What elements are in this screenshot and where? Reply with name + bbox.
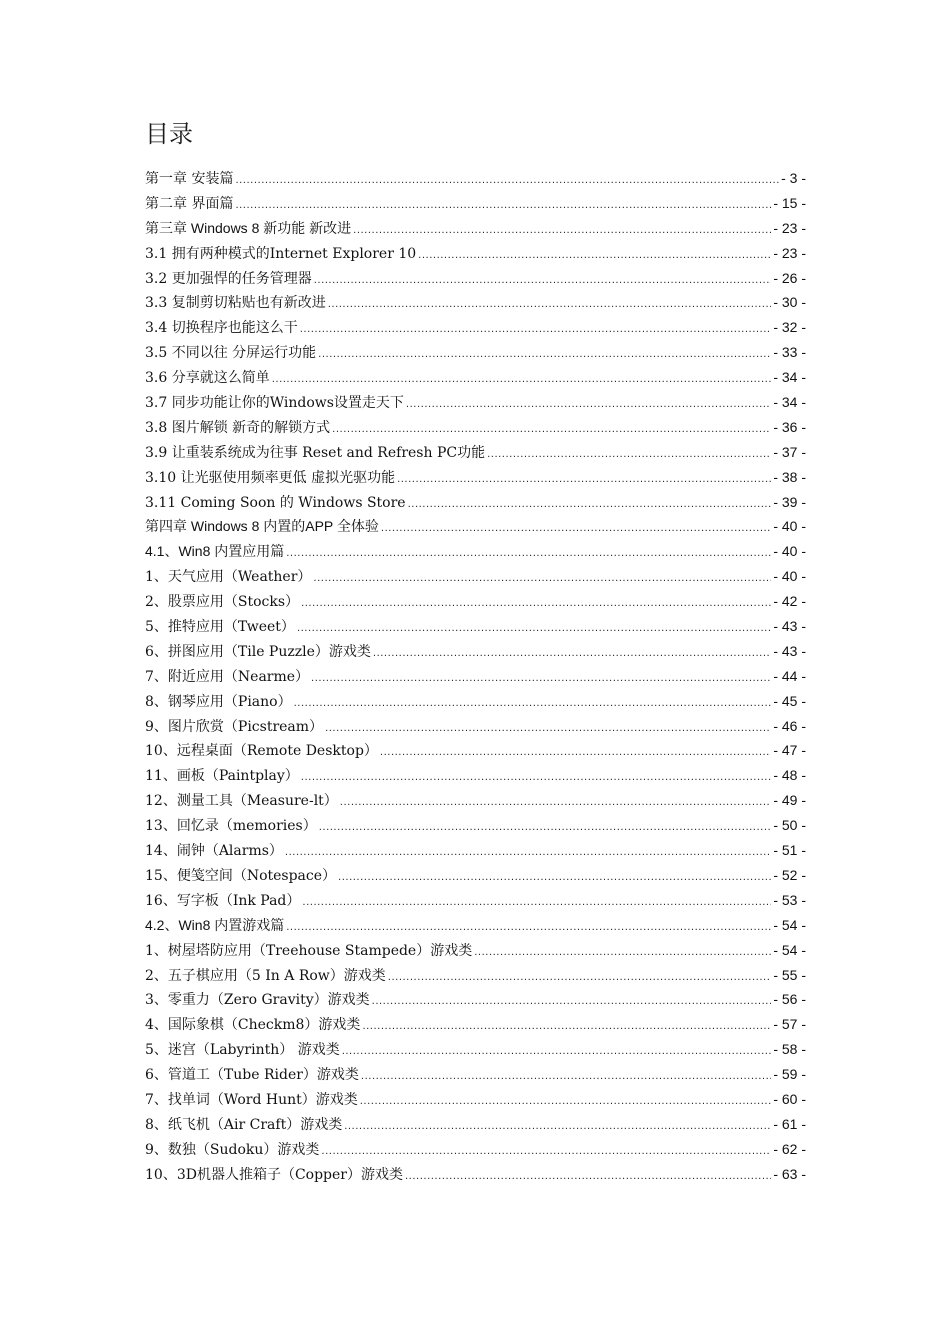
toc-entry-text: 3.5 不同以往 分屏运行功能 <box>145 345 317 362</box>
toc-page-number: - 57 - <box>773 1016 806 1033</box>
toc-dot-leader <box>474 941 771 966</box>
toc-dot-leader <box>360 1090 772 1115</box>
toc-dot-leader <box>372 990 772 1015</box>
toc-page-number: - 15 - <box>773 194 806 211</box>
toc-entry[interactable] <box>145 664 806 689</box>
toc-entry-text: 4.1、Win8 内置应用篇 <box>145 543 285 560</box>
toc-entry[interactable] <box>145 564 806 589</box>
toc-entry-text: 3、零重力（Zero Gravity）游戏类 <box>145 992 370 1009</box>
toc-entry[interactable] <box>145 614 806 639</box>
toc-dot-leader <box>285 841 771 866</box>
toc-page-number: - 55 - <box>773 966 806 983</box>
toc-dot-leader <box>325 717 771 742</box>
toc-entry[interactable] <box>145 365 806 390</box>
toc-entry-text: 4、国际象棋（Checkm8）游戏类 <box>145 1017 361 1034</box>
toc-page-number: - 58 - <box>773 1041 806 1058</box>
toc-entry[interactable] <box>145 266 806 291</box>
toc-entry[interactable] <box>145 390 806 415</box>
toc-entry-text: 1、天气应用（Weather） <box>145 569 312 586</box>
toc-entry-text: 3.1 拥有两种模式的Internet Explorer 10 <box>145 245 417 262</box>
toc-page-number: - 44 - <box>773 667 806 684</box>
toc-entry-text: 7、找单词（Word Hunt）游戏类 <box>145 1091 358 1108</box>
toc-page-number: - 50 - <box>773 817 806 834</box>
toc-dot-leader <box>388 966 772 991</box>
toc-entry-text: 3.4 切换程序也能这么干 <box>145 320 298 337</box>
toc-page-number: - 39 - <box>773 493 806 510</box>
toc-dot-leader <box>361 1065 771 1090</box>
toc-entry-text: 3.2 更加强悍的任务管理器 <box>145 270 312 287</box>
toc-dot-leader <box>286 916 771 941</box>
toc-entry-text: 12、测量工具（Measure-lt） <box>145 793 338 810</box>
toc-entry[interactable] <box>145 1037 806 1062</box>
toc-entry-text: 7、附近应用（Nearme） <box>145 668 310 685</box>
toc-entry[interactable] <box>145 714 806 739</box>
toc-entry-text: 10、3D机器人推箱子（Copper）游戏类 <box>145 1166 403 1183</box>
toc-page-number: - 34 - <box>773 369 806 386</box>
toc-entry-text: 3.9 让重装系统成为往事 Reset and Refresh PC功能 <box>145 444 486 461</box>
toc-dot-leader <box>408 493 772 518</box>
toc-dot-leader <box>300 318 772 343</box>
toc-entry-text: 3.8 图片解锁 新奇的解锁方式 <box>145 419 331 436</box>
toc-entry-text: 10、远程桌面（Remote Desktop） <box>145 743 378 760</box>
toc-page-number: - 30 - <box>773 294 806 311</box>
toc-page-number: - 46 - <box>773 717 806 734</box>
toc-page-number: - 36 - <box>773 418 806 435</box>
toc-entry-text: 5、推特应用（Tweet） <box>145 619 295 636</box>
toc-dot-leader <box>313 567 771 592</box>
toc-dot-leader <box>301 592 771 617</box>
toc-page-number: - 54 - <box>773 916 806 933</box>
toc-entry[interactable] <box>145 241 806 266</box>
toc-page-number: - 45 - <box>773 692 806 709</box>
toc-entry[interactable] <box>145 1162 806 1187</box>
toc-dot-leader <box>487 443 771 468</box>
toc-dot-leader <box>314 269 772 294</box>
toc-dot-leader <box>294 692 772 717</box>
toc-entry[interactable] <box>145 1137 806 1162</box>
toc-entry[interactable] <box>145 490 806 515</box>
toc-page-number: - 53 - <box>773 891 806 908</box>
toc-entry-text: 9、图片欣赏（Picstream） <box>145 718 324 735</box>
toc-page-number: - 51 - <box>773 842 806 859</box>
toc-page-number: - 52 - <box>773 866 806 883</box>
toc-page-number: - 40 - <box>773 518 806 535</box>
toc-entry[interactable] <box>145 838 806 863</box>
toc-entry-text: 5、迷宫（Labyrinth） 游戏类 <box>145 1042 340 1059</box>
toc-entry[interactable] <box>145 539 806 564</box>
toc-dot-leader <box>381 517 771 542</box>
toc-dot-leader <box>340 791 772 816</box>
toc-page-number: - 23 - <box>773 219 806 236</box>
toc-entry-text: 6、拼图应用（Tile Puzzle）游戏类 <box>145 643 371 660</box>
toc-page-number: - 37 - <box>773 443 806 460</box>
toc-entry-text: 8、钢琴应用（Piano） <box>145 693 292 710</box>
toc-dot-leader <box>321 1140 771 1165</box>
toc-page-number: - 62 - <box>773 1140 806 1157</box>
toc-entry-text: 6、管道工（Tube Rider）游戏类 <box>145 1067 359 1084</box>
toc-entry[interactable] <box>145 938 806 963</box>
toc-entry[interactable] <box>145 963 806 988</box>
toc-dot-leader <box>332 418 771 443</box>
toc-entry[interactable] <box>145 813 806 838</box>
toc-entry[interactable] <box>145 340 806 365</box>
toc-page-number: - 33 - <box>773 344 806 361</box>
toc-entry[interactable] <box>145 415 806 440</box>
toc-entry-text: 第二章 界面篇 <box>145 195 234 212</box>
toc-dot-leader <box>302 891 771 916</box>
toc-entry[interactable] <box>145 166 806 191</box>
toc-title: 目录 <box>145 120 193 148</box>
toc-page-number: - 34 - <box>773 394 806 411</box>
toc-entry[interactable] <box>145 913 806 938</box>
toc-page-number: - 26 - <box>773 269 806 286</box>
toc-dot-leader <box>297 617 771 642</box>
toc-entry-text: 15、便笺空间（Notespace） <box>145 867 337 884</box>
toc-dot-leader <box>397 468 771 493</box>
toc-entry[interactable] <box>145 1112 806 1137</box>
toc-page-number: - 23 - <box>773 244 806 261</box>
toc-dot-leader <box>406 393 771 418</box>
toc-page-number: - 42 - <box>773 593 806 610</box>
toc-dot-leader <box>380 741 771 766</box>
toc-dot-leader <box>344 1115 771 1140</box>
toc-entry[interactable] <box>145 763 806 788</box>
toc-entry-text: 3.6 分享就这么简单 <box>145 370 270 387</box>
toc-page-number: - 56 - <box>773 991 806 1008</box>
toc-page-number: - 43 - <box>773 618 806 635</box>
toc-entry-text: 13、回忆录（memories） <box>145 818 317 835</box>
toc-entry[interactable] <box>145 514 806 539</box>
toc-entry[interactable] <box>145 863 806 888</box>
toc-page-number: - 60 - <box>773 1090 806 1107</box>
toc-entry-text: 3.11 Coming Soon 的 Windows Store <box>145 494 406 511</box>
toc-entry[interactable] <box>145 440 806 465</box>
toc-entry[interactable] <box>145 788 806 813</box>
toc-entry-text: 3.10 让光驱使用频率更低 虚拟光驱功能 <box>145 469 396 486</box>
toc-dot-leader <box>373 642 771 667</box>
toc-page-number: - 59 - <box>773 1066 806 1083</box>
toc-page-number: - 61 - <box>773 1115 806 1132</box>
toc-page-number: - 38 - <box>773 468 806 485</box>
toc-list <box>145 166 806 1187</box>
toc-dot-leader <box>353 219 771 244</box>
toc-page-number: - 32 - <box>773 319 806 336</box>
toc-entry-text: 第一章 安装篇 <box>145 171 234 187</box>
toc-dot-leader <box>286 542 771 567</box>
toc-entry[interactable] <box>145 589 806 614</box>
toc-dot-leader <box>342 1040 772 1065</box>
toc-entry-text: 11、画板（Paintplay） <box>145 768 299 785</box>
toc-page-number: - 47 - <box>773 742 806 759</box>
toc-entry[interactable] <box>145 216 806 241</box>
toc-entry-text: 3.3 复制剪切粘贴也有新改进 <box>145 295 326 312</box>
toc-page-number: - 63 - <box>773 1165 806 1182</box>
toc-dot-leader <box>319 816 772 841</box>
toc-page-number: - 40 - <box>773 568 806 585</box>
toc-entry-text: 9、数独（Sudoku）游戏类 <box>145 1141 320 1158</box>
toc-entry[interactable] <box>145 1062 806 1087</box>
toc-page-number: - 3 - <box>781 170 806 186</box>
toc-entry-text: 1、树屋塔防应用（Treehouse Stampede）游戏类 <box>145 942 473 959</box>
toc-entry[interactable] <box>145 639 806 664</box>
toc-entry[interactable] <box>145 738 806 763</box>
toc-entry-text: 4.2、Win8 内置游戏篇 <box>145 916 285 933</box>
toc-page-number: - 43 - <box>773 642 806 659</box>
toc-entry[interactable] <box>145 465 806 490</box>
toc-dot-leader <box>235 169 779 194</box>
toc-entry[interactable] <box>145 191 806 216</box>
toc-entry-text: 3.7 同步功能让你的Windows设置走天下 <box>145 395 404 412</box>
toc-entry-text: 16、写字板（Ink Pad） <box>145 892 301 909</box>
toc-dot-leader <box>405 1165 771 1190</box>
toc-entry-text: 2、股票应用（Stocks） <box>145 594 300 611</box>
toc-entry-text: 第三章 Windows 8 新功能 新改进 <box>145 219 352 236</box>
toc-entry-text: 第四章 Windows 8 内置的APP 全体验 <box>145 518 379 535</box>
toc-entry[interactable] <box>145 1087 806 1112</box>
toc-entry[interactable] <box>145 888 806 913</box>
toc-page-number: - 49 - <box>773 792 806 809</box>
toc-page-number: - 48 - <box>773 767 806 784</box>
toc-entry[interactable] <box>145 290 806 315</box>
toc-dot-leader <box>272 368 772 393</box>
toc-dot-leader <box>328 293 772 318</box>
toc-dot-leader <box>318 343 771 368</box>
toc-dot-leader <box>418 244 771 269</box>
toc-entry[interactable] <box>145 987 806 1012</box>
toc-entry[interactable] <box>145 315 806 340</box>
toc-entry-text: 14、闹钟（Alarms） <box>145 843 283 860</box>
toc-dot-leader <box>362 1015 771 1040</box>
toc-dot-leader <box>338 866 771 891</box>
toc-entry[interactable] <box>145 689 806 714</box>
toc-entry[interactable] <box>145 1012 806 1037</box>
toc-entry-text: 2、五子棋应用（5 In A Row）游戏类 <box>145 967 386 984</box>
toc-dot-leader <box>301 766 772 791</box>
toc-entry-text: 8、纸飞机（Air Craft）游戏类 <box>145 1116 343 1133</box>
toc-dot-leader <box>311 667 771 692</box>
toc-page-number: - 54 - <box>773 941 806 958</box>
toc-page-number: - 40 - <box>773 543 806 560</box>
